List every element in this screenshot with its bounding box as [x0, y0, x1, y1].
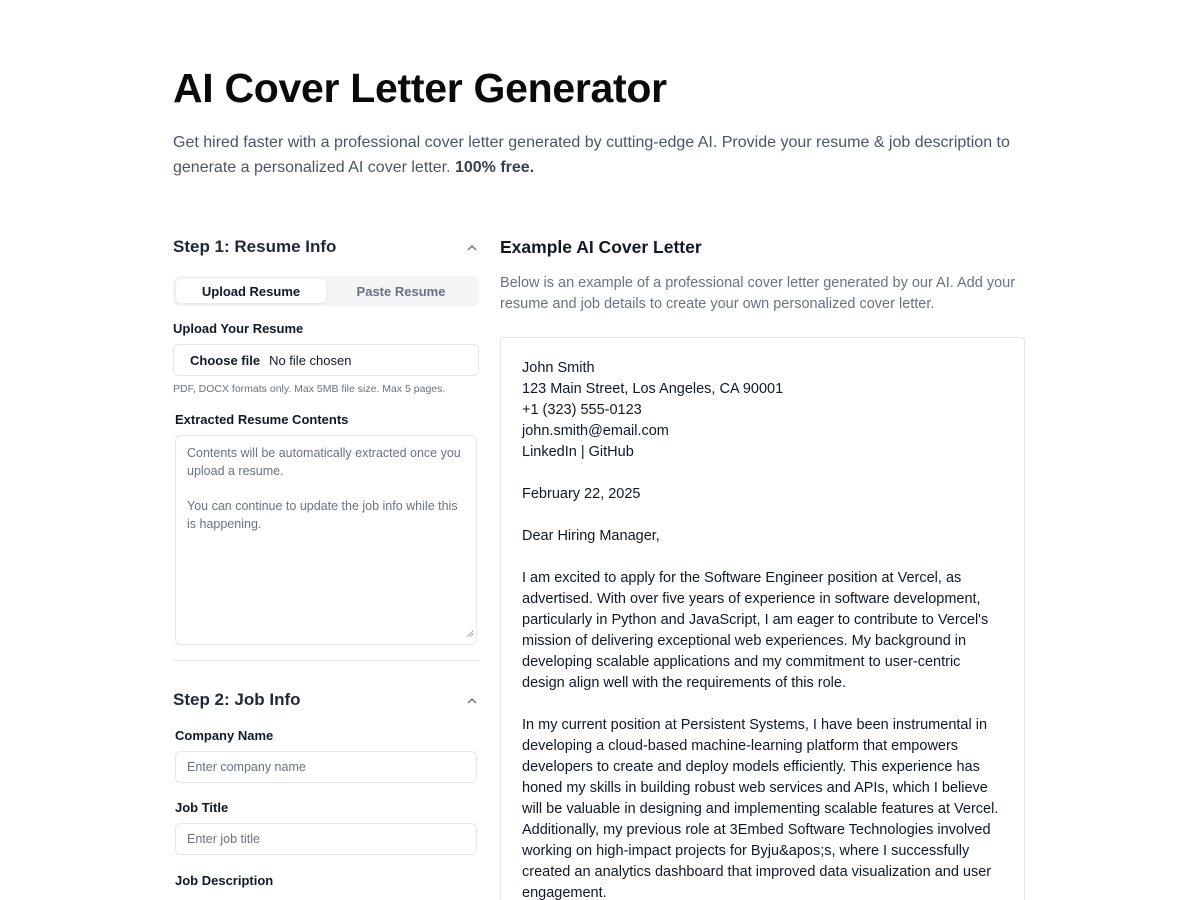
textarea-placeholder-1: Contents will be automatically extracted once you upload a resume.	[187, 446, 461, 478]
resume-file-input[interactable]	[173, 344, 479, 376]
letter-spacer	[522, 463, 1003, 484]
job-title-placeholder: Enter job title	[187, 832, 260, 846]
letter-spacer	[522, 694, 1003, 715]
example-letter	[500, 337, 1025, 900]
file-status-text: No file chosen	[269, 352, 352, 368]
step1-header[interactable]	[173, 232, 479, 262]
upload-resume-label: Upload Your Resume	[173, 321, 304, 336]
company-name-placeholder: Enter company name	[187, 760, 306, 774]
subtitle-text: Get hired faster with a professional cover letter generated by cutting-edge AI. Provide your resume & job description to generate a personalized AI cover letter.	[173, 134, 1010, 176]
company-name-input[interactable]	[175, 751, 477, 783]
form-column	[173, 232, 479, 888]
extracted-resume-textarea[interactable]	[175, 435, 477, 645]
resume-tabs	[173, 276, 479, 306]
example-title: Example AI Cover Letter	[500, 237, 702, 257]
letter-phone: +1 (323) 555-0123	[522, 402, 642, 418]
tab-paste-resume[interactable]: Paste Resume	[356, 283, 446, 299]
letter-spacer	[522, 547, 1003, 568]
step2-title: Step 2: Job Info	[173, 690, 301, 709]
letter-greeting: Dear Hiring Manager,	[522, 528, 660, 544]
file-format-hint: PDF, DOCX formats only. Max 5MB file size. Max 5 pages.	[173, 383, 446, 395]
section-divider	[173, 660, 479, 661]
job-description-label: Job Description	[175, 873, 274, 888]
chevron-up-icon[interactable]	[465, 693, 479, 707]
job-title-label: Job Title	[175, 800, 229, 815]
chevron-up-icon[interactable]	[465, 240, 479, 254]
example-description: Below is an example of a professional cover letter generated by our AI. Add your resume and job details to create your own personalized cover letter.	[500, 275, 1016, 312]
resize-handle-icon[interactable]	[467, 624, 474, 642]
company-name-label: Company Name	[175, 728, 274, 743]
textarea-placeholder-2: You can continue to update the job info while this is happening.	[187, 499, 458, 531]
extracted-resume-label: Extracted Resume Contents	[175, 412, 349, 427]
letter-paragraph-2: In my current position at Persistent Systems, I have been instrumental in developing a cloud-based machine-learning platform that empowers developers to create and deploy models efficiently. This experience has honed my skills in building robust web services and APIs, which I believe will be valuable in designing and implementing scalable features at Vercel. Additionally, my previous role at 3Embed Software Technologies involved working on high-impact projects for Byju&apos;s, where I successfully created an analytics dashboard that improved data visualization and user engagement.	[522, 717, 999, 900]
letter-paragraph-1: I am excited to apply for the Software Engineer position at Vercel, as advertised. With over five years of experience in software development, particularly in Python and JavaScript, I am eager to contribute to Vercel's mission of delivering exceptional web experiences. My background in developing scalable applications and my commitment to user-centric design align well with the requirements of this role.	[522, 570, 989, 691]
choose-file-button[interactable]: Choose file	[190, 352, 261, 368]
step2-header[interactable]	[173, 685, 479, 715]
tab-upload-resume[interactable]: Upload Resume	[176, 279, 326, 303]
letter-date: February 22, 2025	[522, 486, 641, 502]
job-title-input[interactable]	[175, 823, 477, 855]
subtitle-bold: 100% free.	[454, 159, 535, 176]
letter-spacer	[522, 505, 1003, 526]
page-subtitle	[173, 130, 1023, 180]
letter-links: LinkedIn | GitHub	[522, 444, 634, 460]
example-column	[500, 232, 1025, 900]
letter-name: John Smith	[522, 360, 595, 376]
step1-title: Step 1: Resume Info	[173, 237, 337, 256]
page-title: AI Cover Letter Generator	[173, 65, 667, 111]
letter-email: john.smith@email.com	[522, 423, 669, 439]
letter-address: 123 Main Street, Los Angeles, CA 90001	[522, 381, 784, 397]
